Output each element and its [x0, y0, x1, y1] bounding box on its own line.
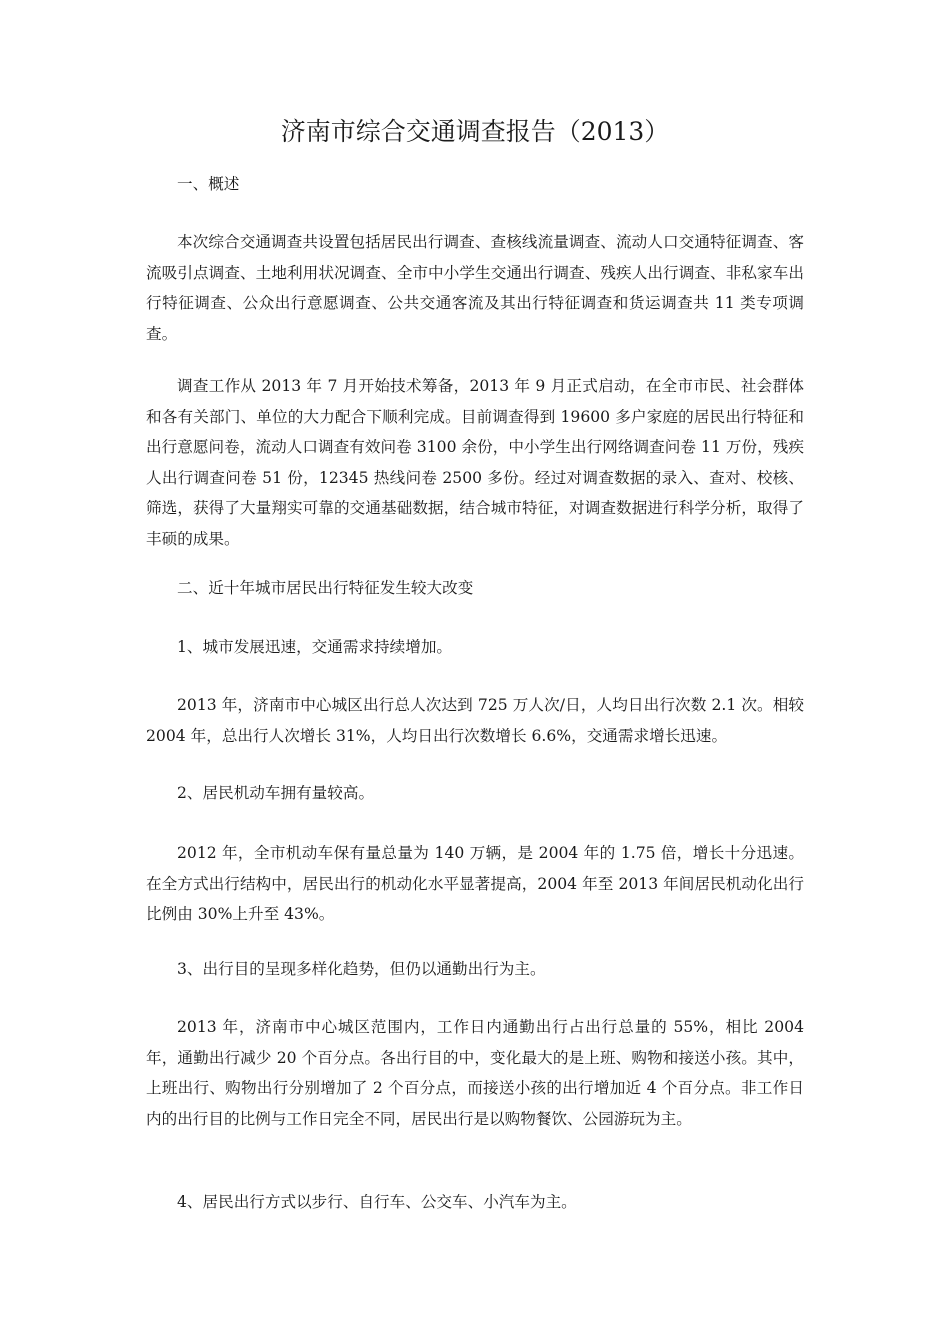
subsection-heading-3: 3、出行目的呈现多样化趋势，但仍以通勤出行为主。	[177, 960, 546, 978]
paragraph-vehicle-ownership: 2012 年，全市机动车保有量总量为 140 万辆，是 2004 年的 1.75 倍，增长十分迅速。在全方式出行结构中，居民出行的机动化水平显著提高，2004 年至 2013 年间居民机动化出行比例由 30%上升至 43%。	[146, 844, 804, 923]
paragraph-trip-purpose: 2013 年，济南市中心城区范围内，工作日内通勤出行占出行总量的 55%，相比 2004 年，通勤出行减少 20 个百分点。各出行目的中，变化最大的是上班、购物和接送小孩。其中，上班出行、购物出行分别增加了 2 个百分点，而接送小孩的出行增加近 4 个百分点。非工作日内的出行目的比例与工作日完全不同，居民出行是以购物餐饮、公园游玩为主。	[146, 1018, 804, 1128]
section-heading-overview: 一、概述	[177, 175, 240, 193]
paragraph-survey-process: 调查工作从 2013 年 7 月开始技术筹备，2013 年 9 月正式启动，在全市市民、社会群体和各有关部门、单位的大力配合下顺利完成。目前调查得到 19600 多户家庭的居民出行特征和出行意愿问卷，流动人口调查有效问卷 3100 余份，中小学生出行网络调查问卷 11 万份，残疾人出行调查问卷 51 份，12345 热线问卷 2500 多份。经过对调查数据的录入、查对、校核、筛选，获得了大量翔实可靠的交通基础数据，结合城市特征，对调查数据进行科学分析，取得了丰硕的成果。	[146, 377, 804, 548]
paragraph-survey-scope: 本次综合交通调查共设置包括居民出行调查、查核线流量调查、流动人口交通特征调查、客流吸引点调查、土地利用状况调查、全市中小学生交通出行调查、残疾人出行调查、非私家车出行特征调查、公众出行意愿调查、公共交通客流及其出行特征调查和货运调查共 11 类专项调查。	[146, 233, 804, 343]
paragraph-demand-growth: 2013 年，济南市中心城区出行总人次达到 725 万人次/日，人均日出行次数 2.1 次。相较 2004 年，总出行人次增长 31%，人均日出行次数增长 6.6%，交通需求增长迅速。	[146, 696, 804, 745]
section-heading-travel-characteristics: 二、近十年城市居民出行特征发生较大改变	[177, 579, 474, 597]
subsection-heading-4: 4、居民出行方式以步行、自行车、公交车、小汽车为主。	[177, 1193, 577, 1211]
subsection-heading-2: 2、居民机动车拥有量较高。	[177, 784, 375, 802]
document-title: 济南市综合交通调查报告（2013）	[280, 117, 670, 146]
subsection-heading-1: 1、城市发展迅速，交通需求持续增加。	[177, 638, 453, 656]
